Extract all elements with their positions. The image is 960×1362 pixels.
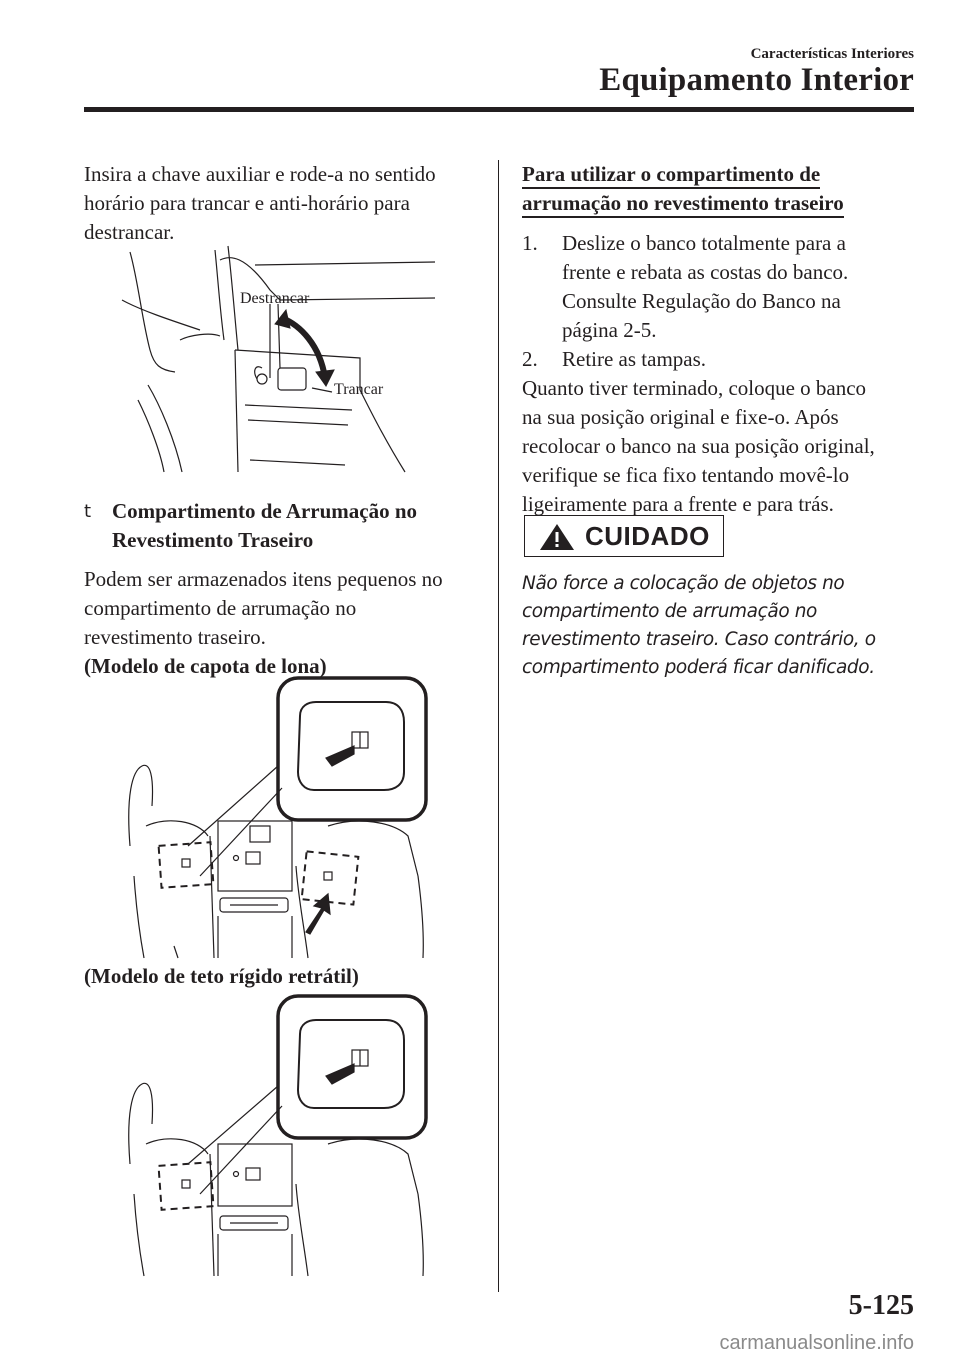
after-line: Quanto tiver terminado, coloque o banco — [522, 376, 867, 400]
step-line: página 2-5. — [562, 318, 657, 342]
desc-line: compartimento de arrumação no — [84, 596, 357, 620]
intro-line: Insira a chave auxiliar e rode-a no sentido — [84, 162, 436, 186]
subheading-line: Para utilizar o compartimento de — [522, 162, 820, 189]
desc-line: Podem ser armazenados itens pequenos no — [84, 567, 443, 591]
intro-paragraph — [84, 160, 436, 247]
page-title: Equipamento Interior — [599, 62, 914, 98]
after-line: recolocar o banco na sua posição original, — [522, 434, 875, 458]
section-title-line: Revestimento Traseiro — [112, 528, 314, 552]
caution-box — [524, 515, 724, 557]
caution-line: compartimento de arrumação no — [522, 601, 817, 622]
caution-line: Não force a colocação de objetos no — [522, 573, 845, 594]
step-line: frente e rebata as costas do banco. — [562, 260, 849, 284]
after-line: ligeiramente para a frente e para trás. — [522, 492, 834, 516]
chapter-subtitle: Características Interiores — [750, 46, 914, 62]
column-divider — [498, 160, 499, 1292]
model-label-soft-top: (Modelo de capota de lona) — [84, 654, 327, 678]
hardtop-storage-illustration — [118, 994, 438, 1279]
step-list — [522, 229, 922, 519]
caution-text — [522, 570, 922, 682]
intro-line: horário para trancar e anti-horário para — [84, 191, 410, 215]
header-rule — [84, 107, 914, 112]
subheading-line: arrumação no revestimento traseiro — [522, 191, 844, 218]
desc-line: revestimento traseiro. — [84, 625, 266, 649]
after-line: verifique se fica fixo tentando movê-lo — [522, 463, 850, 487]
label-unlock: Destrancar — [240, 290, 310, 307]
step-number: 2. — [522, 347, 538, 371]
intro-line: destrancar. — [84, 220, 175, 244]
soft-top-storage-illustration — [118, 676, 438, 961]
subheading — [522, 160, 844, 218]
step-item — [522, 229, 922, 345]
caution-line: revestimento traseiro. Caso contrário, o — [522, 629, 876, 650]
section-description — [84, 565, 443, 681]
section-title-line: Compartimento de Arrumação no — [112, 499, 418, 523]
caution-line: compartimento poderá ficar danificado. — [522, 657, 875, 678]
step-line: Retire as tampas. — [562, 347, 707, 371]
section-heading — [84, 497, 417, 555]
step-line: Deslize o banco totalmente para a — [562, 231, 846, 255]
watermark: carmanualsonline.info — [719, 1332, 914, 1354]
after-line: na sua posição original e fixe-o. Após — [522, 405, 839, 429]
page-number: 5-125 — [848, 1290, 914, 1321]
step-line: Consulte Regulação do Banco na — [562, 289, 841, 313]
label-lock: Trancar — [334, 381, 384, 398]
warning-triangle-icon — [539, 523, 575, 551]
section-bullet: t — [84, 501, 92, 522]
caution-label: CUIDADO — [585, 521, 710, 551]
model-label-hardtop: (Modelo de teto rígido retrátil) — [84, 964, 359, 988]
key-lock-illustration — [120, 240, 440, 480]
step-number: 1. — [522, 231, 538, 255]
step-item — [522, 345, 922, 374]
